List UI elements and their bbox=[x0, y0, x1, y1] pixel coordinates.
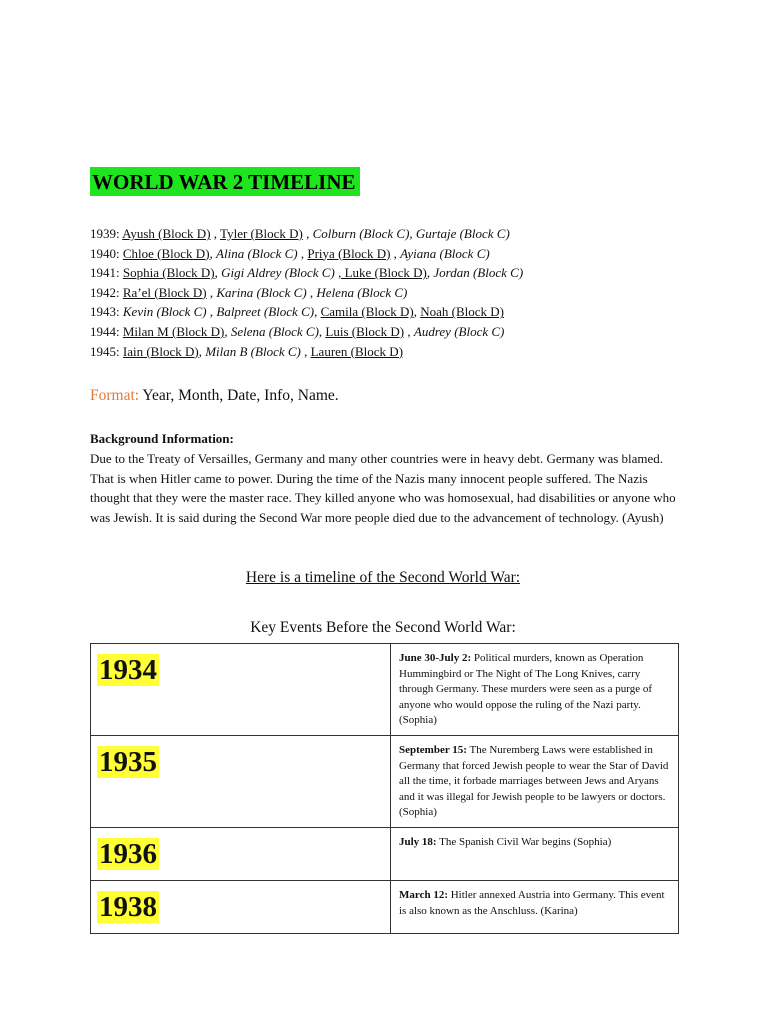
timeline-heading-text: Here is a timeline of the Second World War: bbox=[245, 569, 521, 586]
roster-line bbox=[90, 224, 523, 244]
event-text: The Spanish Civil War begins (Sophia) bbox=[436, 836, 612, 848]
student-name: Lauren (Block D) bbox=[310, 343, 404, 359]
student-name: Luis (Block D) bbox=[325, 323, 405, 339]
student-name: Sophia (Block D) bbox=[122, 265, 215, 281]
event-date: September 15: bbox=[399, 744, 467, 756]
separator: , bbox=[302, 226, 313, 241]
roster-year: 1945: bbox=[90, 343, 120, 359]
roster-line bbox=[90, 302, 523, 322]
timeline-table bbox=[90, 643, 679, 934]
separator: , bbox=[314, 304, 321, 320]
separator: , bbox=[300, 343, 311, 359]
background-heading: Background Information: bbox=[90, 431, 234, 446]
roster-year: 1942: bbox=[90, 284, 120, 300]
separator: , bbox=[413, 304, 421, 320]
separator: , bbox=[210, 226, 221, 241]
student-name: Tyler (Block D) bbox=[220, 226, 303, 241]
roster-line bbox=[90, 283, 523, 303]
timeline-row bbox=[91, 828, 679, 881]
key-events-heading: Key Events Before the Second World War: bbox=[250, 619, 516, 636]
student-name: Chloe (Block D) bbox=[122, 245, 210, 261]
event-text: The Nuremberg Laws were established in Germany that forced Jewish people to wear the Star of David all the time, it forbade marriages between Jews and Aryans and it was illegal for Jewish people to be lawyers or doctors. (Sophia) bbox=[399, 744, 669, 818]
separator: , bbox=[297, 245, 308, 261]
separator: , bbox=[306, 284, 317, 300]
event-cell bbox=[391, 736, 679, 828]
student-name: Ayiana (Block C) bbox=[400, 245, 490, 261]
separator: , bbox=[206, 284, 217, 300]
student-name: Karina (Block C) bbox=[216, 284, 307, 300]
student-name: Colburn (Block C) bbox=[312, 226, 410, 241]
year-cell bbox=[91, 881, 391, 934]
roster-line bbox=[90, 244, 523, 264]
student-name: Camila (Block D) bbox=[320, 304, 414, 320]
timeline-row bbox=[91, 881, 679, 934]
student-name: Selena (Block C) bbox=[230, 323, 319, 339]
roster-year: 1943: bbox=[90, 304, 120, 320]
event-text: Hitler annexed Austria into Germany. This event is also known as the Anschluss. (Karina) bbox=[399, 889, 665, 917]
event-cell bbox=[391, 828, 679, 881]
event-cell bbox=[391, 881, 679, 934]
student-name: Ayush (Block D) bbox=[122, 226, 211, 241]
student-name: Noah (Block D) bbox=[420, 304, 504, 320]
student-name: Milan B (Block C) bbox=[205, 343, 301, 359]
separator: , bbox=[426, 265, 434, 281]
roster-year: 1939: bbox=[90, 226, 120, 241]
roster-year: 1941: bbox=[90, 265, 120, 281]
event-date: July 18: bbox=[399, 836, 437, 848]
separator: , bbox=[198, 343, 206, 359]
roster-line bbox=[90, 342, 523, 362]
year-label: 1938 bbox=[99, 891, 157, 923]
separator: , bbox=[206, 304, 217, 320]
year-label: 1936 bbox=[99, 838, 157, 870]
format-line bbox=[90, 387, 339, 405]
student-name: Milan M (Block D) bbox=[122, 323, 225, 339]
student-name: Balpreet (Block C) bbox=[216, 304, 315, 320]
event-date: June 30-July 2: bbox=[399, 652, 472, 664]
student-name: Kevin (Block C) bbox=[122, 304, 207, 320]
student-name: Iain (Block D) bbox=[122, 343, 199, 359]
student-name: Helena (Block C) bbox=[316, 284, 408, 300]
roster-line bbox=[90, 263, 523, 283]
timeline-row bbox=[91, 736, 679, 828]
roster-line bbox=[90, 322, 523, 342]
format-value: Year, Month, Date, Info, Name. bbox=[139, 387, 339, 404]
page-title: WORLD WAR 2 TIMELINE bbox=[90, 167, 360, 196]
student-name: Ra’el (Block D) bbox=[122, 284, 207, 300]
student-name: Priya (Block D) bbox=[307, 245, 391, 261]
separator: , bbox=[404, 323, 414, 339]
student-name: Audrey (Block C) bbox=[413, 323, 505, 339]
separator: , bbox=[409, 226, 416, 241]
separator: , bbox=[224, 323, 231, 339]
student-name: Gigi Aldrey (Block C) bbox=[221, 265, 335, 281]
separator: , bbox=[390, 245, 401, 261]
student-name: Jordan (Block C) bbox=[433, 265, 524, 281]
year-cell bbox=[91, 644, 391, 736]
separator: , bbox=[209, 245, 217, 261]
student-name: Alina (Block C) bbox=[216, 245, 298, 261]
year-label: 1934 bbox=[99, 654, 157, 686]
separator: , bbox=[214, 265, 222, 281]
student-name: , Luke (Block D) bbox=[338, 265, 427, 281]
timeline-row bbox=[91, 644, 679, 736]
event-text: Political murders, known as Operation Hummingbird or The Night of The Long Knives, carry through Germany. These murders were seen as a purge of anyone who would oppose the ruling of the Nazi party. (Sophia) bbox=[399, 652, 653, 726]
student-name: Gurtaje (Block C) bbox=[415, 226, 510, 241]
timeline-heading bbox=[90, 569, 676, 587]
event-date: March 12: bbox=[399, 889, 448, 901]
year-assignment-list bbox=[90, 224, 523, 361]
roster-year: 1940: bbox=[90, 245, 120, 261]
separator: , bbox=[318, 323, 326, 339]
event-cell bbox=[391, 644, 679, 736]
year-cell bbox=[91, 828, 391, 881]
year-label: 1935 bbox=[99, 746, 157, 778]
format-label: Format: bbox=[90, 387, 140, 404]
background-paragraph: Due to the Treaty of Versailles, Germany and many other countries were in heavy debt. Germany was blamed. That is when Hitler came to power. During the time of the Nazis many innocent people suffered. The Nazis thought that they were the master race. They killed anyone who was homosexual, had disabilities or anyone who was Jewish. It is said during the Second War more people died due to the advancement of technology. (Ayush) bbox=[90, 451, 676, 525]
year-cell bbox=[91, 736, 391, 828]
roster-year: 1944: bbox=[90, 323, 120, 339]
